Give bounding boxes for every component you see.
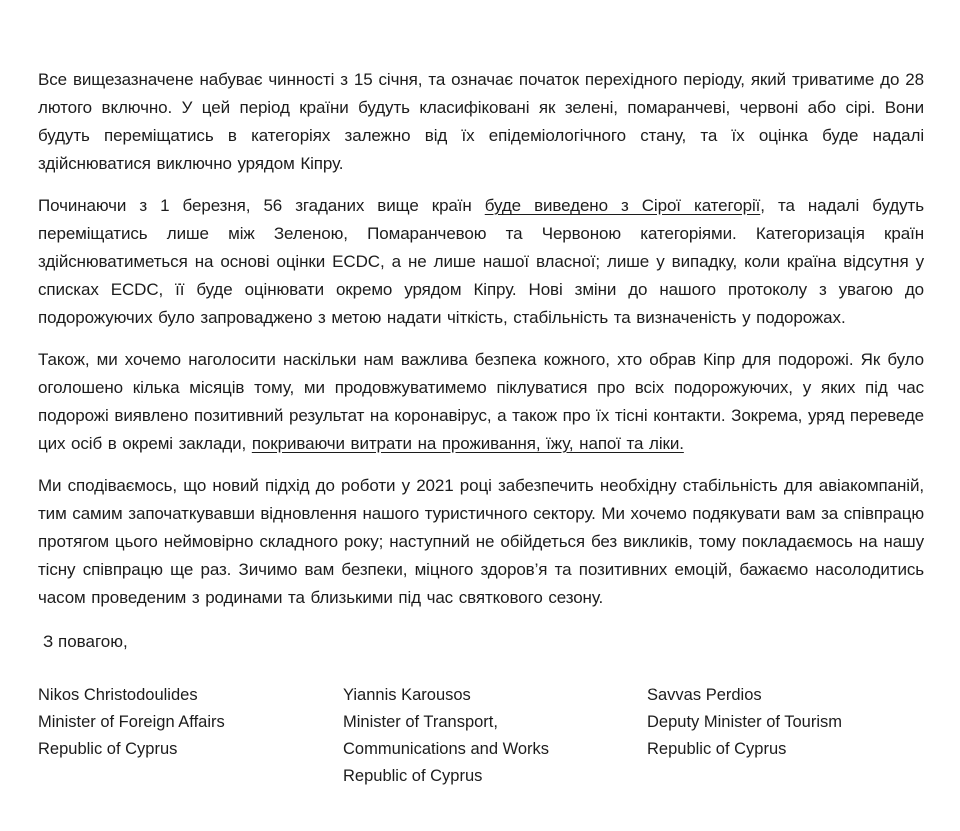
closing-salutation: З повагою,: [43, 632, 128, 651]
signatory-title: Minister of Foreign Affairs: [38, 713, 225, 731]
paragraph-text: Починаючи з 1 березня, 56 згаданих вище країн: [38, 196, 485, 215]
paragraph-text: Також, ми хочемо наголосити наскільки нам важлива безпека кожного, хто обрав Кіпр для подорожі. Як було оголошено кілька місяців тому, ми продовжуватимемо піклуватися про всіх подорожуючих, у яких під час подорожі виявлено позитивний результат на коронавірус, а також про їх тісні контакти. Зокрема, уряд переведе цих осіб в окремі заклади,: [38, 350, 924, 453]
signature-block: [38, 682, 924, 790]
paragraph-4: [38, 472, 924, 612]
signatory-title: Deputy Minister of Tourism: [647, 713, 843, 731]
paragraph-2: [38, 192, 924, 332]
underlined-phrase: покриваючи витрати на проживання, їжу, напої та ліки.: [251, 434, 684, 453]
signatory-org: Republic of Cyprus: [38, 740, 178, 758]
signatory-column-3: [647, 682, 924, 790]
signatory-column-1: [38, 682, 343, 790]
paragraph-text: Ми сподіваємось, що новий підхід до роботи у 2021 році забезпечить необхідну стабільність для авіакомпаній, тим самим започаткувавши відновлення нашого туристичного сектору. Ми хочемо подякувати вам за співпрацю протягом цього неймовірно складного року; наступний не обійдеться без викликів, тому покладаємось на нашу тісну співпрацю ще раз. Зичимо вам безпеки, міцного здоров’я та позитивних емоцій, бажаємо насолодитись часом проведеним з родинами та близькими під час святкового сезону.: [38, 476, 924, 607]
paragraph-text: , та надалі будуть переміщатись лише між Зеленою, Помаранчевою та Червоною категоріями. Категоризація країн здійснюватиметься на основі оцінки ECDC, а не лише нашої власної; лише у випадку, коли країна відсутня у списках ECDC, її буде оцінювати окремо урядом Кіпру. Нові зміни до нашого протоколу з увагою до подорожуючих було запроваджено з метою надати чіткість, стабільність та визначеність у подорожах.: [38, 196, 924, 327]
signatory-org: Republic of Cyprus: [647, 740, 787, 758]
signatory-org: Republic of Cyprus: [343, 767, 483, 785]
signatory-column-2: [343, 682, 647, 790]
paragraph-text: Все вищезазначене набуває чинності з 15 січня, та означає початок перехідного періоду, який триватиме до 28 лютого включно. У цей період країни будуть класифіковані як зелені, помаранчеві, червоні або сірі. Вони будуть переміщатись в категоріях залежно від їх епідеміологічного стану, та їх оцінка буде надалі здійснюватися виключно урядом Кіпру.: [38, 70, 924, 173]
signatory-title: Minister of Transport,: [343, 713, 498, 731]
signatory-title: Communications and Works: [343, 740, 550, 758]
signatory-name: Yiannis Karousos: [343, 686, 471, 704]
signatory-name: Savvas Perdios: [647, 686, 762, 704]
paragraph-1: [38, 66, 924, 178]
signatory-name: Nikos Christodoulides: [38, 686, 198, 704]
paragraph-3: [38, 346, 924, 458]
underlined-phrase: буде виведено з Сірої категорії: [484, 196, 761, 215]
